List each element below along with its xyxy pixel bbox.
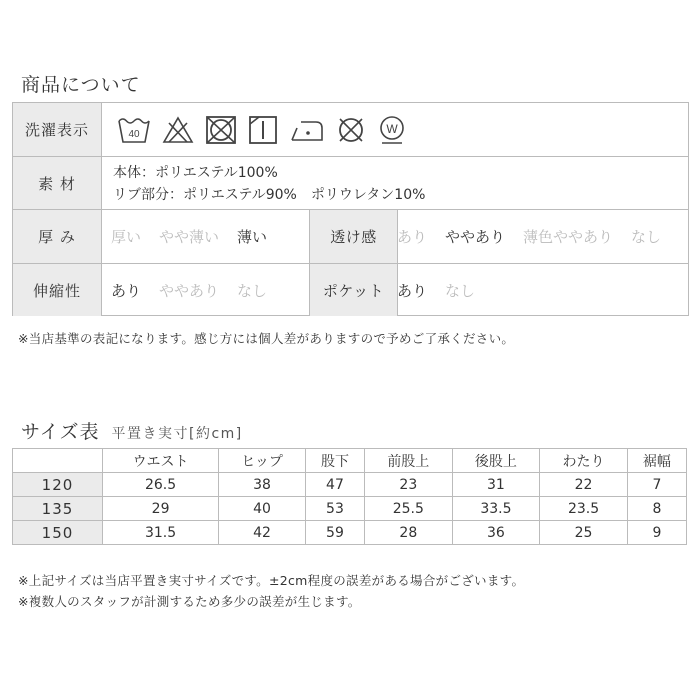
thickness-sheer-row xyxy=(13,210,688,264)
table-cell: 36 xyxy=(452,521,540,545)
material-row xyxy=(13,157,688,210)
table-cell: 29 xyxy=(103,497,219,521)
size-note: ※複数人のスタッフが計測するため多少の誤差が生じます。 xyxy=(18,594,361,609)
column-header: 後股上 xyxy=(452,449,540,473)
product-info-table xyxy=(12,102,689,316)
sheer-option: あり xyxy=(397,228,428,246)
wash-40-icon xyxy=(117,115,151,145)
table-cell: 23.5 xyxy=(540,497,628,521)
sheer-option: 薄色ややあり xyxy=(523,228,614,246)
table-row xyxy=(13,521,687,545)
size-note: ※上記サイズは当店平置き実寸サイズです。±2cm程度の誤差がある場合がございます。 xyxy=(18,573,525,588)
laundry-icons xyxy=(117,103,407,156)
table-cell: 9 xyxy=(627,521,686,545)
table-cell: 47 xyxy=(305,473,364,497)
svg-text:W: W xyxy=(386,121,398,136)
sheer-option: なし xyxy=(631,228,662,246)
table-row xyxy=(13,497,687,521)
iron-low-icon xyxy=(289,115,325,145)
thickness-option: 厚い xyxy=(111,228,142,246)
column-header: ヒップ xyxy=(219,449,306,473)
column-header: ウエスト xyxy=(103,449,219,473)
size-table-corner xyxy=(13,449,103,473)
column-header: わたり xyxy=(540,449,628,473)
product-note: ※当店基準の表記になります。感じ方には個人差がありますので予めご了承ください。 xyxy=(18,331,515,346)
column-header: 前股上 xyxy=(365,449,453,473)
size-section-title xyxy=(21,417,243,444)
material-label: 素 材 xyxy=(13,157,102,209)
table-cell: 33.5 xyxy=(452,497,540,521)
table-cell: 42 xyxy=(219,521,306,545)
line-dry-icon xyxy=(248,115,278,145)
sheer-label: 透け感 xyxy=(309,210,398,263)
laundry-row xyxy=(13,103,688,157)
sheer-options xyxy=(397,210,679,263)
size-table xyxy=(12,448,687,545)
laundry-label: 洗濯表示 xyxy=(13,103,102,156)
size-table-header xyxy=(13,449,687,473)
size-label: 150 xyxy=(13,521,103,545)
material-text xyxy=(113,162,425,206)
table-cell: 40 xyxy=(219,497,306,521)
table-cell: 31 xyxy=(452,473,540,497)
thickness-label: 厚 み xyxy=(13,210,102,263)
no-dry-clean-icon xyxy=(336,115,366,145)
size-subtitle: 平置き実寸[約cm] xyxy=(111,426,243,442)
product-section-title: 商品について xyxy=(21,74,141,96)
size-notes xyxy=(18,570,524,612)
thickness-options xyxy=(111,210,285,263)
sheer-option-selected: ややあり xyxy=(445,228,506,246)
thickness-option-selected: 薄い xyxy=(237,228,268,246)
table-cell: 38 xyxy=(219,473,306,497)
table-cell: 23 xyxy=(365,473,453,497)
no-tumble-dry-icon xyxy=(205,115,237,145)
table-cell: 8 xyxy=(627,497,686,521)
stretch-option: ややあり xyxy=(159,281,220,300)
pocket-label: ポケット xyxy=(309,264,398,316)
stretch-option: なし xyxy=(237,281,268,300)
pocket-option: なし xyxy=(445,281,476,300)
stretch-pocket-row xyxy=(13,264,688,316)
table-cell: 59 xyxy=(305,521,364,545)
table-row xyxy=(13,473,687,497)
table-cell: 7 xyxy=(627,473,686,497)
stretch-options xyxy=(111,264,285,316)
material-line-body: 本体：ポリエステル100% xyxy=(113,165,278,181)
column-header: 股下 xyxy=(305,449,364,473)
column-header: 裾幅 xyxy=(627,449,686,473)
pocket-option-selected: あり xyxy=(397,281,428,300)
table-cell: 28 xyxy=(365,521,453,545)
material-line-rib: リブ部分：ポリエステル90% ポリウレタン10% xyxy=(113,187,426,203)
stretch-option-selected: あり xyxy=(111,281,142,300)
pocket-options xyxy=(397,264,493,316)
size-label: 135 xyxy=(13,497,103,521)
table-cell: 53 xyxy=(305,497,364,521)
table-cell: 22 xyxy=(540,473,628,497)
no-bleach-icon xyxy=(162,115,194,145)
table-cell: 26.5 xyxy=(103,473,219,497)
size-title: サイズ表 xyxy=(21,421,100,443)
wet-clean-icon xyxy=(377,115,407,145)
svg-text:40: 40 xyxy=(128,128,140,140)
thickness-option: やや薄い xyxy=(159,228,220,246)
table-cell: 31.5 xyxy=(103,521,219,545)
table-cell: 25.5 xyxy=(365,497,453,521)
size-label: 120 xyxy=(13,473,103,497)
table-cell: 25 xyxy=(540,521,628,545)
stretch-label: 伸縮性 xyxy=(13,264,102,316)
